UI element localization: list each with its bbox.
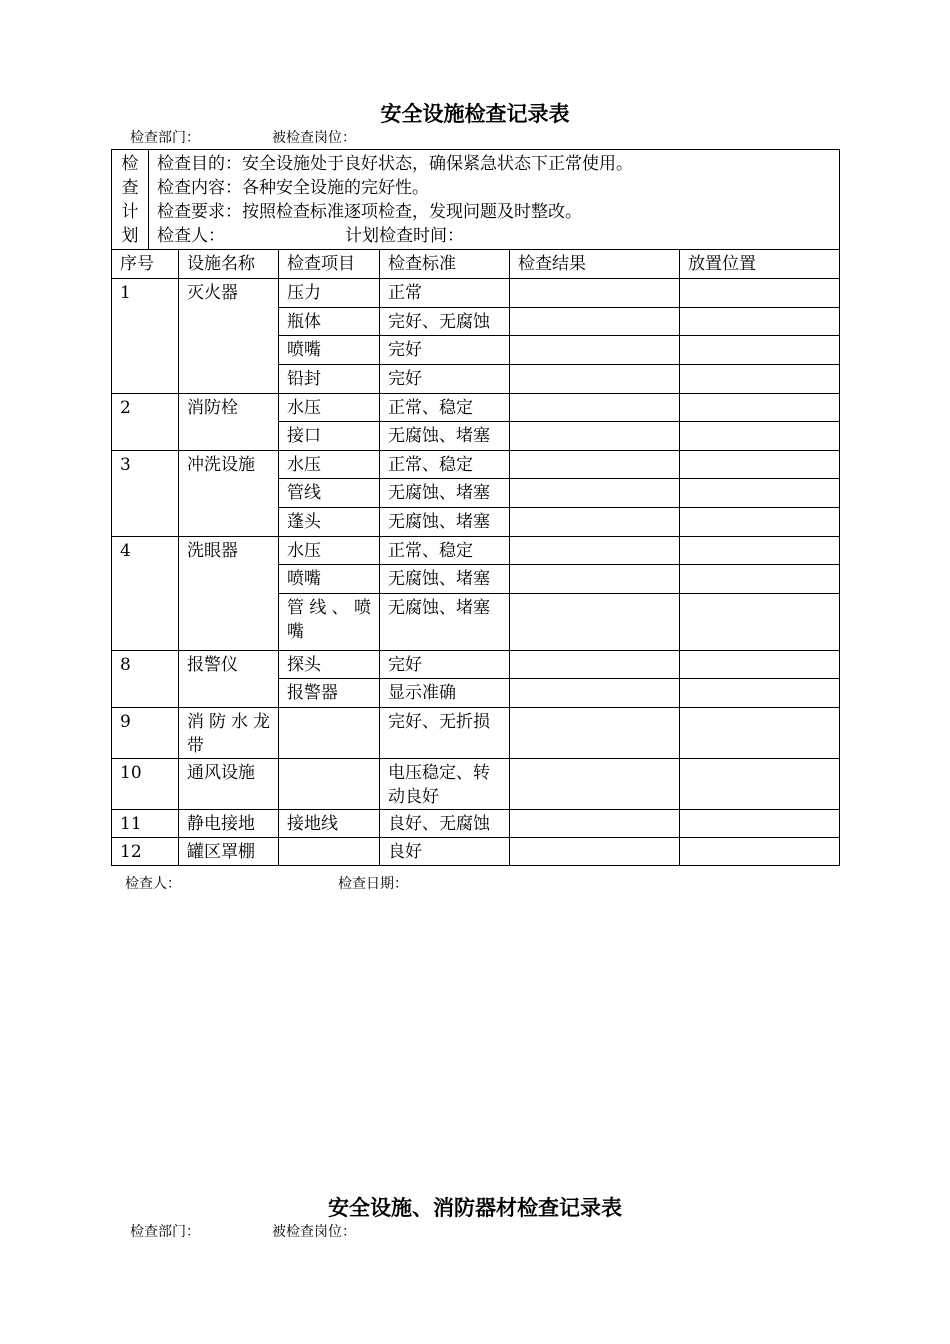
check-result	[510, 308, 680, 336]
header-row	[112, 250, 840, 279]
placement-location	[680, 479, 840, 508]
placement-location	[680, 565, 840, 594]
facility-name: 通风设施	[179, 759, 279, 810]
plan-inspector: 检查人：	[157, 226, 225, 246]
check-result	[510, 565, 680, 594]
plan-body	[149, 150, 840, 250]
check-item: 喷嘴	[279, 565, 380, 594]
check-result	[510, 537, 680, 565]
table-row	[112, 838, 840, 866]
check-item: 蓬头	[279, 508, 380, 537]
table-row	[112, 279, 840, 308]
check-item: 接地线	[279, 810, 380, 838]
table-row	[112, 451, 840, 479]
check-result	[510, 279, 680, 308]
check-item: 水压	[279, 451, 380, 479]
table-row	[112, 708, 840, 759]
plan-side-char: 检	[121, 154, 139, 174]
check-standard: 电压稳定、转动良好	[380, 759, 510, 810]
check-result	[510, 651, 680, 679]
check-standard: 完好	[380, 336, 510, 365]
doc2-title: 安全设施、消防器材检查记录表	[328, 1195, 622, 1220]
footer-inspector: 检查人：	[125, 876, 181, 892]
check-standard: 正常、稳定	[380, 394, 510, 422]
check-result	[510, 394, 680, 422]
plan-content: 检查内容：各种安全设施的完好性。	[157, 178, 429, 198]
placement-location	[680, 422, 840, 451]
check-standard: 无腐蚀、堵塞	[380, 422, 510, 451]
check-item: 喷嘴	[279, 336, 380, 365]
row-number: 4	[112, 537, 179, 651]
placement-location	[680, 394, 840, 422]
header-cell: 检查项目	[279, 250, 380, 279]
header-cell: 设施名称	[179, 250, 279, 279]
placement-location	[680, 537, 840, 565]
row-number: 12	[112, 838, 179, 866]
check-standard: 完好、无腐蚀	[380, 308, 510, 336]
check-item: 管线、喷嘴	[279, 594, 380, 651]
check-standard: 良好	[380, 838, 510, 866]
doc2-dept-label: 检查部门：	[130, 1224, 200, 1240]
check-standard: 良好、无腐蚀	[380, 810, 510, 838]
check-standard: 无腐蚀、堵塞	[380, 594, 510, 651]
check-result	[510, 479, 680, 508]
dept-label: 检查部门：	[130, 130, 200, 146]
check-item: 报警器	[279, 679, 380, 708]
plan-side-label	[112, 150, 149, 250]
check-item: 瓶体	[279, 308, 380, 336]
check-result	[510, 336, 680, 365]
facility-name: 消防栓	[179, 394, 279, 451]
plan-side-char: 查	[121, 178, 139, 198]
check-result	[510, 838, 680, 866]
placement-location	[680, 810, 840, 838]
check-standard: 正常、稳定	[380, 537, 510, 565]
check-result	[510, 422, 680, 451]
facility-name: 罐区罩棚	[179, 838, 279, 866]
placement-location	[680, 308, 840, 336]
check-standard: 正常	[380, 279, 510, 308]
check-result	[510, 708, 680, 759]
placement-location	[680, 759, 840, 810]
doc2-post-label: 被检查岗位：	[272, 1224, 356, 1240]
table-row	[112, 394, 840, 422]
check-standard: 完好	[380, 365, 510, 394]
check-result	[510, 810, 680, 838]
table-row	[112, 810, 840, 838]
plan-row	[112, 150, 840, 250]
header-cell: 序号	[112, 250, 179, 279]
footer-date: 检查日期：	[338, 876, 408, 892]
facility-name: 静电接地	[179, 810, 279, 838]
check-item: 探头	[279, 651, 380, 679]
facility-name: 洗眼器	[179, 537, 279, 651]
header-cell: 检查标准	[380, 250, 510, 279]
check-standard: 无腐蚀、堵塞	[380, 479, 510, 508]
check-standard: 显示准确	[380, 679, 510, 708]
row-number: 1	[112, 279, 179, 394]
placement-location	[680, 651, 840, 679]
check-item: 水压	[279, 394, 380, 422]
facility-name: 消防水龙带	[179, 708, 279, 759]
facility-name: 灭火器	[179, 279, 279, 394]
check-item: 管线	[279, 479, 380, 508]
check-result	[510, 594, 680, 651]
plan-side-char: 划	[121, 226, 139, 246]
check-standard: 无腐蚀、堵塞	[380, 508, 510, 537]
header-cell: 检查结果	[510, 250, 680, 279]
doc1-title: 安全设施检查记录表	[380, 101, 570, 126]
row-number: 2	[112, 394, 179, 451]
header-cell: 放置位置	[680, 250, 840, 279]
check-result	[510, 451, 680, 479]
check-result	[510, 759, 680, 810]
check-item: 铅封	[279, 365, 380, 394]
placement-location	[680, 508, 840, 537]
check-result	[510, 679, 680, 708]
check-item	[279, 759, 380, 810]
plan-people	[157, 224, 831, 248]
plan-purpose: 检查目的：安全设施处于良好状态，确保紧急状态下正常使用。	[157, 154, 633, 174]
facility-name: 冲洗设施	[179, 451, 279, 537]
table-row	[112, 537, 840, 565]
placement-location	[680, 838, 840, 866]
placement-location	[680, 451, 840, 479]
row-number: 10	[112, 759, 179, 810]
table-row	[112, 759, 840, 810]
row-number: 3	[112, 451, 179, 537]
check-standard: 无腐蚀、堵塞	[380, 565, 510, 594]
check-item	[279, 708, 380, 759]
plan-time: 计划检查时间：	[345, 226, 464, 246]
check-result	[510, 365, 680, 394]
plan-requirement: 检查要求：按照检查标准逐项检查，发现问题及时整改。	[157, 202, 582, 222]
check-standard: 正常、稳定	[380, 451, 510, 479]
table-row	[112, 651, 840, 679]
check-item	[279, 838, 380, 866]
inspection-table	[111, 149, 840, 866]
placement-location	[680, 594, 840, 651]
post-label: 被检查岗位：	[272, 130, 356, 146]
placement-location	[680, 336, 840, 365]
row-number: 11	[112, 810, 179, 838]
check-standard: 完好、无折损	[380, 708, 510, 759]
placement-location	[680, 279, 840, 308]
placement-location	[680, 679, 840, 708]
placement-location	[680, 365, 840, 394]
check-result	[510, 508, 680, 537]
check-item: 压力	[279, 279, 380, 308]
check-item: 接口	[279, 422, 380, 451]
check-standard: 完好	[380, 651, 510, 679]
row-number: 9	[112, 708, 179, 759]
row-number: 8	[112, 651, 179, 708]
placement-location	[680, 708, 840, 759]
plan-side-char: 计	[121, 202, 139, 222]
check-item: 水压	[279, 537, 380, 565]
facility-name: 报警仪	[179, 651, 279, 708]
